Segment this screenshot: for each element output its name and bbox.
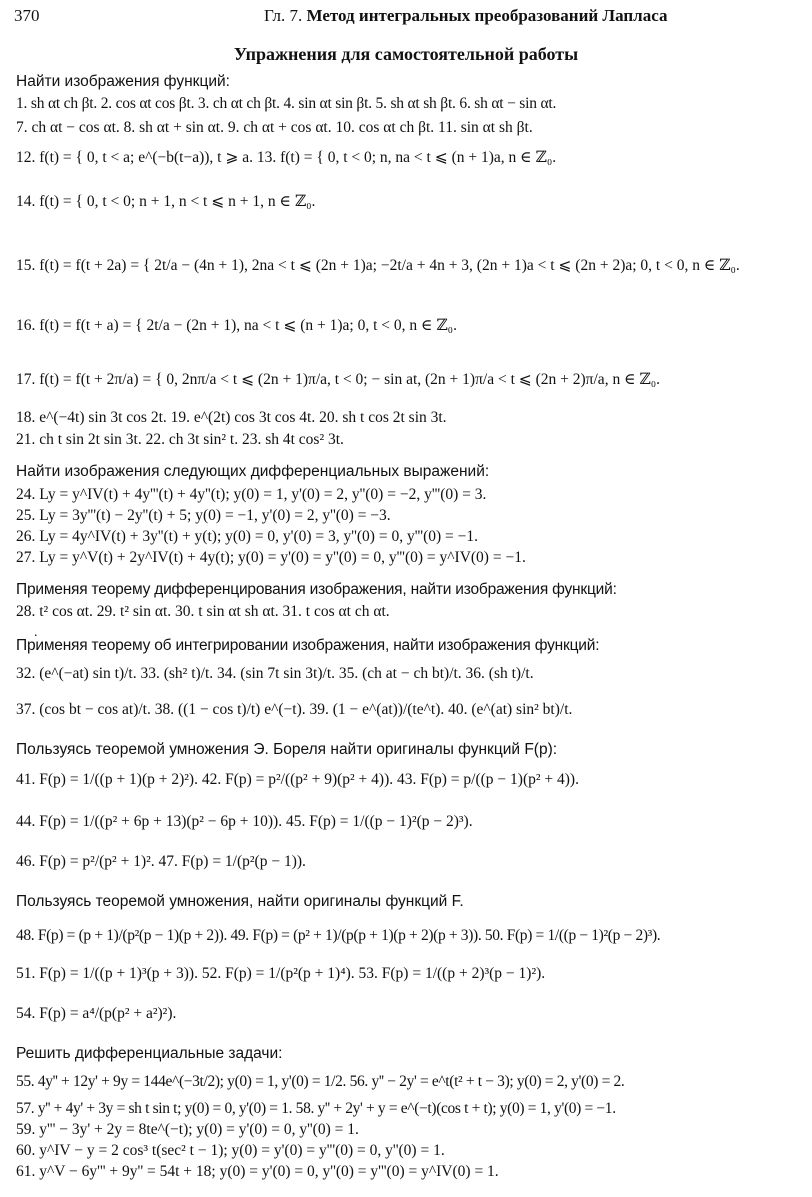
exercise-18-20: 18. e^(−4t) sin 3t cos 2t. 19. e^(2t) cos 3t cos 4t. 20. sh t cos 2t sin 3t. (16, 409, 447, 426)
chapter-heading (264, 6, 667, 26)
exercise-15: 15. f(t) = f(t + 2a) = { 2t/a − (4n + 1), 2na < t ⩽ (2n + 1)a; −2t/a + 4n + 3, (2n + 1)a < t ⩽ (2n + 2)a; 0, t < 0, n ∈ ℤ₀. (16, 257, 740, 274)
stray-mark: . (34, 625, 38, 640)
exercise-1-6: 1. sh αt ch βt. 2. cos αt cos βt. 3. ch αt ch βt. 4. sin αt sin βt. 5. sh αt sh βt. 6. sh αt − sin αt. (16, 95, 557, 112)
running-header (14, 6, 798, 30)
exercise-16: 16. f(t) = f(t + a) = { 2t/a − (2n + 1), na < t ⩽ (n + 1)a; 0, t < 0, n ∈ ℤ₀. (16, 317, 457, 334)
instruction-multiplication-theorem: Пользуясь теоремой умножения, найти оригиналы функций F. (16, 893, 464, 910)
exercise-41-43: 41. F(p) = 1/((p + 1)(p + 2)²). 42. F(p) = p²/((p² + 9)(p² + 4)). 43. F(p) = p/((p − 1)(p² + 4)). (16, 771, 579, 788)
instruction-find-images: Найти изображения функций: (16, 73, 230, 90)
exercise-27: 27. Ly = y^V(t) + 2y^IV(t) + 4y(t); y(0) = y'(0) = y''(0) = 0, y'''(0) = y^IV(0) = −1. (16, 549, 526, 566)
exercise-55-56: 55. 4y'' + 12y' + 9y = 144e^(−3t/2); y(0) = 1, y'(0) = 1/2. 56. y'' − 2y' = e^t(t² + t − 3); y(0) = 2, y'(0) = 2. (16, 1073, 625, 1090)
instruction-integration-theorem: Применяя теорему об интегрировании изображения, найти изображения функций: (16, 637, 600, 654)
section-title: Упражнения для самостоятельной работы (233, 44, 579, 64)
exercise-59: 59. y''' − 3y' + 2y = 8te^(−t); y(0) = y'(0) = 0, y''(0) = 1. (16, 1121, 359, 1138)
exercise-48-50: 48. F(p) = (p + 1)/(p²(p − 1)(p + 2)). 49. F(p) = (p² + 1)/(p(p + 1)(p + 2)(p + 3)). 50. F(p) = 1/((p − 1)²(p − 2)³). (16, 927, 661, 944)
exercise-12-13: 12. f(t) = { 0, t < a; e^(−b(t−a)), t ⩾ a. 13. f(t) = { 0, t < 0; n, na < t ⩽ (n + 1)a, n ∈ ℤ₀. (16, 149, 557, 166)
exercise-32-36: 32. (e^(−at) sin t)/t. 33. (sh² t)/t. 34. (sin 7t sin 3t)/t. 35. (ch at − ch bt)/t. 36. (sh t)/t. (16, 665, 534, 682)
exercise-54: 54. F(p) = a⁴/(p(p² + a²)²). (16, 1005, 177, 1022)
instruction-differentiation-theorem: Применяя теорему дифференцирования изображения, найти изображения функций: (16, 581, 617, 598)
exercise-17: 17. f(t) = f(t + 2π/a) = { 0, 2nπ/a < t ⩽ (2n + 1)π/a, t < 0; − sin at, (2n + 1)π/a < t ⩽ (2n + 2)π/a, n ∈ ℤ₀. (16, 371, 661, 388)
exercise-44-45: 44. F(p) = 1/((p² + 6p + 13)(p² − 6p + 10)). 45. F(p) = 1/((p − 1)²(p − 2)³). (16, 813, 473, 830)
instruction-borel-theorem: Пользуясь теоремой умножения Э. Бореля найти оригиналы функций F(p): (16, 741, 558, 758)
exercise-37-40: 37. (cos bt − cos at)/t. 38. ((1 − cos t)/t) e^(−t). 39. (1 − e^(at))/(te^t). 40. (e^(at) sin² bt)/t. (16, 701, 573, 718)
chapter-number: Гл. 7. (264, 6, 303, 25)
exercise-61: 61. y^V − 6y''' + 9y'' = 54t + 18; y(0) = y'(0) = 0, y''(0) = y'''(0) = y^IV(0) = 1. (16, 1163, 499, 1180)
exercise-7-11: 7. ch αt − cos αt. 8. sh αt + sin αt. 9. ch αt + cos αt. 10. cos αt ch βt. 11. sin αt sh βt. (16, 119, 533, 136)
exercise-24: 24. Ly = y^IV(t) + 4y'''(t) + 4y''(t); y(0) = 1, y'(0) = 2, y''(0) = −2, y'''(0) = 3. (16, 486, 487, 503)
exercise-60: 60. y^IV − y = 2 cos³ t(sec² t − 1); y(0) = y'(0) = y'''(0) = 0, y''(0) = 1. (16, 1142, 445, 1159)
page-number: 370 (14, 6, 40, 25)
exercise-26: 26. Ly = 4y^IV(t) + 3y''(t) + y(t); y(0) = 0, y'(0) = 3, y''(0) = 0, y'''(0) = −1. (16, 528, 479, 545)
exercise-25: 25. Ly = 3y'''(t) − 2y''(t) + 5; y(0) = −1, y'(0) = 2, y''(0) = −3. (16, 507, 391, 524)
chapter-title: Метод интегральных преобразований Лапласа (306, 6, 668, 25)
exercise-46-47: 46. F(p) = p²/(p² + 1)². 47. F(p) = 1/(p²(p − 1)). (16, 853, 306, 870)
exercise-51-53: 51. F(p) = 1/((p + 1)³(p + 3)). 52. F(p) = 1/(p²(p + 1)⁴). 53. F(p) = 1/((p + 2)³(p − 1)²). (16, 965, 546, 982)
exercise-21-23: 21. ch t sin 2t sin 3t. 22. ch 3t sin² t. 23. sh 4t cos² 3t. (16, 431, 344, 448)
exercise-14: 14. f(t) = { 0, t < 0; n + 1, n < t ⩽ n + 1, n ∈ ℤ₀. (16, 193, 316, 210)
exercise-57-58: 57. y'' + 4y' + 3y = sh t sin t; y(0) = 0, y'(0) = 1. 58. y'' + 2y' + y = e^(−t)(cos t + t); y(0) = 1, y'(0) = −1. (16, 1100, 616, 1117)
exercise-28-31: 28. t² cos αt. 29. t² sin αt. 30. t sin αt sh αt. 31. t cos αt ch αt. (16, 603, 390, 620)
instruction-differential-expressions: Найти изображения следующих дифференциальных выражений: (16, 463, 490, 480)
instruction-solve-de: Решить дифференциальные задачи: (16, 1045, 283, 1062)
